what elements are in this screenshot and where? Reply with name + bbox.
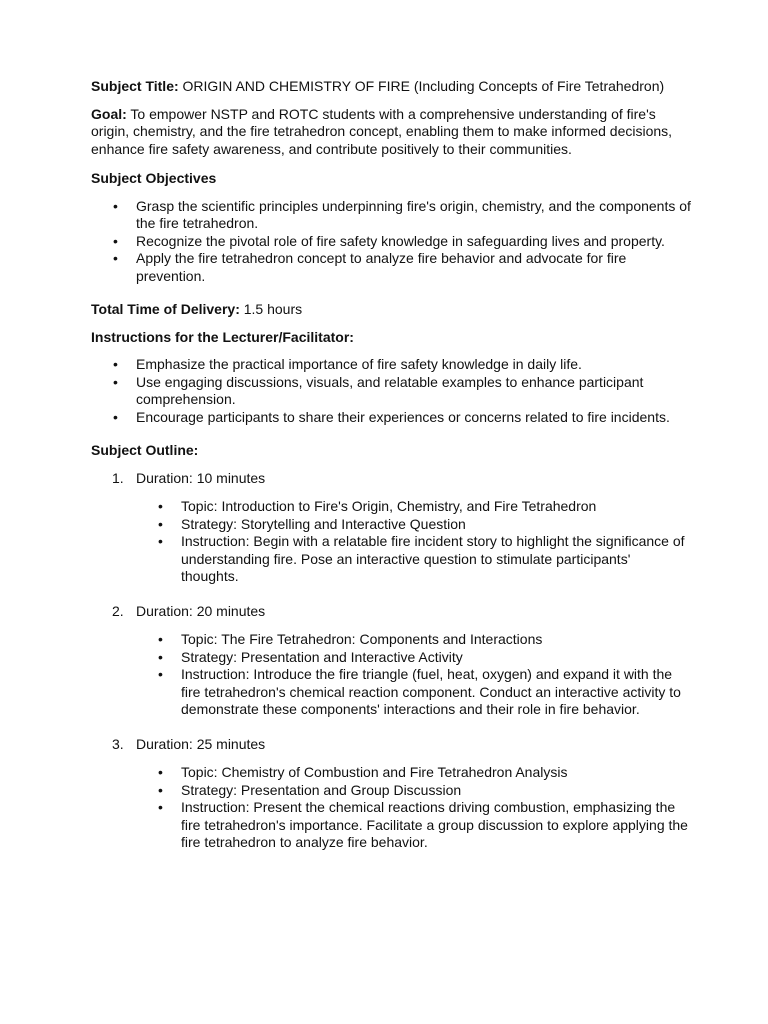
outline-list <box>91 470 691 852</box>
list-item <box>91 764 691 782</box>
list-item-text: Strategy: Presentation and Group Discussion <box>181 781 462 798</box>
outline-duration <box>91 603 691 621</box>
subject-title-text: ORIGIN AND CHEMISTRY OF FIRE (Including Concepts of Fire Tetrahedron) <box>182 78 665 94</box>
list-item-text: Instruction: Present the chemical reactions driving combustion, emphasizing the fire tetrahedron's importance. Facilitate a group discussion to explore applying the fire tetrahedron to analyze fire behavior. <box>181 799 688 850</box>
list-item <box>91 498 691 516</box>
bullet-icon: • <box>158 666 163 682</box>
bullet-icon: • <box>113 408 118 425</box>
subject-title-label: Subject Title: <box>91 78 179 94</box>
list-item <box>91 782 691 800</box>
outline-number: 1. <box>112 469 124 486</box>
list-item-text: Instruction: Introduce the fire triangle (fuel, heat, oxygen) and expand it with the fire tetrahedron's chemical reaction component. Conduct an interactive activity to demonstrate these components' interactions and their role in fire behavior. <box>181 666 681 717</box>
list-item <box>91 250 691 285</box>
goal-text: To empower NSTP and ROTC students with a comprehensive understanding of fire's origin, chemistry, and the fire tetrahedron concept, enabling them to make informed decisions, enhance fire safety awareness, and contribute positively to their communities. <box>91 105 673 157</box>
goal-label: Goal: <box>91 105 127 122</box>
bullet-icon: • <box>158 799 163 815</box>
list-item <box>91 374 691 409</box>
bullet-icon: • <box>158 533 163 549</box>
outline-duration <box>91 470 691 488</box>
list-item <box>91 356 691 374</box>
list-item-text: Topic: The Fire Tetrahedron: Components and Interactions <box>181 631 543 647</box>
list-item-text: Topic: Introduction to Fire's Origin, Chemistry, and Fire Tetrahedron <box>181 498 597 514</box>
list-item-text: Apply the fire tetrahedron concept to analyze fire behavior and advocate for fire prevention. <box>136 250 627 284</box>
outline-items <box>91 631 691 719</box>
goal <box>91 106 691 159</box>
total-time-label: Total Time of Delivery: <box>91 301 240 317</box>
outline-items <box>91 498 691 586</box>
instructions-list <box>91 356 691 426</box>
bullet-icon: • <box>158 648 163 665</box>
bullet-icon: • <box>113 250 118 266</box>
list-item-text: Strategy: Presentation and Interactive Activity <box>181 648 463 665</box>
outline-items <box>91 764 691 852</box>
outline-number: 2. <box>112 602 124 619</box>
list-item <box>91 233 691 251</box>
bullet-icon: • <box>158 498 163 514</box>
outline-section <box>91 736 691 852</box>
list-item <box>91 799 691 852</box>
list-item-text: Emphasize the practical importance of fire safety knowledge in daily life. <box>136 356 582 372</box>
list-item-text: Encourage participants to share their experiences or concerns related to fire incidents. <box>136 408 670 425</box>
list-item-text: Instruction: Begin with a relatable fire incident story to highlight the significance of understanding fire. Pose an interactive question to stimulate participants' thoughts. <box>181 533 685 584</box>
total-time <box>91 301 691 319</box>
list-item <box>91 409 691 427</box>
outline-duration-text: Duration: 25 minutes <box>136 735 266 752</box>
list-item-text: Strategy: Storytelling and Interactive Question <box>181 515 466 532</box>
outline-duration <box>91 736 691 754</box>
list-item <box>91 649 691 667</box>
bullet-icon: • <box>158 781 163 798</box>
total-time-value: 1.5 hours <box>243 301 303 317</box>
document-page <box>91 78 691 869</box>
list-item-text: Topic: Chemistry of Combustion and Fire Tetrahedron Analysis <box>181 764 568 780</box>
bullet-icon: • <box>158 631 163 647</box>
outline-section <box>91 470 691 586</box>
list-item-text: Use engaging discussions, visuals, and relatable examples to enhance participant comprehension. <box>136 373 644 407</box>
bullet-icon: • <box>113 373 118 390</box>
outline-duration-text: Duration: 20 minutes <box>136 602 266 619</box>
bullet-icon: • <box>113 356 118 372</box>
list-item-text: Grasp the scientific principles underpinning fire's origin, chemistry, and the components of the fire tetrahedron. <box>136 197 691 231</box>
instructions-heading: Instructions for the Lecturer/Facilitator: <box>91 328 354 345</box>
subject-title <box>91 78 691 96</box>
bullet-icon: • <box>113 232 118 249</box>
objectives-heading: Subject Objectives <box>91 170 217 186</box>
outline-section <box>91 603 691 719</box>
bullet-icon: • <box>113 197 118 214</box>
list-item <box>91 198 691 233</box>
list-item-text: Recognize the pivotal role of fire safety knowledge in safeguarding lives and property. <box>136 232 665 249</box>
list-item <box>91 516 691 534</box>
outline-number: 3. <box>112 735 124 752</box>
bullet-icon: • <box>158 515 163 532</box>
objectives-list <box>91 198 691 286</box>
outline-duration-text: Duration: 10 minutes <box>136 469 266 486</box>
list-item <box>91 666 691 719</box>
list-item <box>91 533 691 586</box>
list-item <box>91 631 691 649</box>
outline-heading: Subject Outline: <box>91 442 199 458</box>
bullet-icon: • <box>158 764 163 780</box>
